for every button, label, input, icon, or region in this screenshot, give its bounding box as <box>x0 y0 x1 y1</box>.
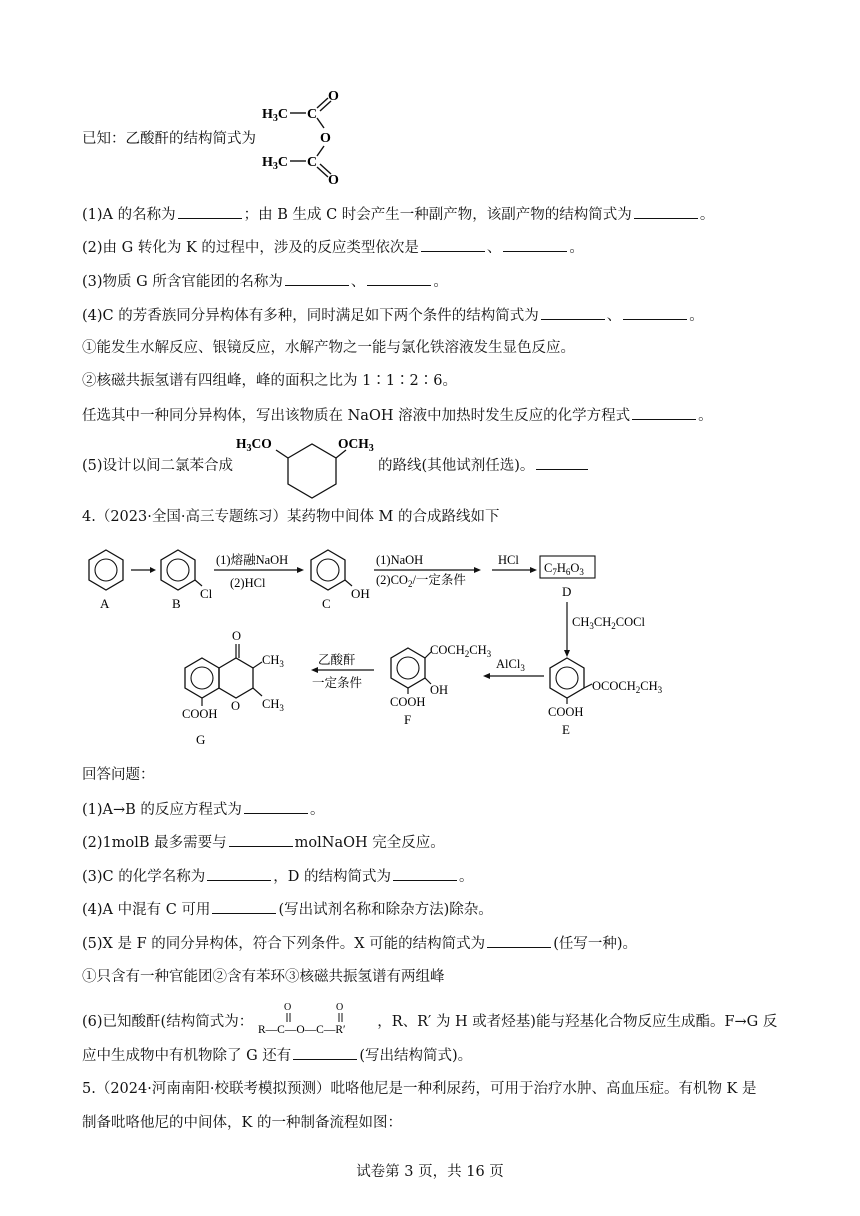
svg-text:OCOCH2CH3: $OCOCH_2CH_3$ <box>592 679 663 695</box>
answer-blank[interactable] <box>421 237 485 252</box>
acetic-anhydride-structure <box>262 88 352 186</box>
svg-text:AlCl3: AlCl$_3$ <box>496 657 525 673</box>
q4-part6-line1: (6)已知酸酐(结构简式为： ，R、R′ 为 H 或者烃基)能与羟基化合物反应生成酯。F→G 反 <box>82 1014 778 1030</box>
svg-text:C: C <box>307 107 318 122</box>
svg-text:G: G <box>196 732 206 747</box>
q3-part5: (5)设计以间二氯苯合成 的路线(其他试剂任选)。 <box>82 455 590 476</box>
svg-text:Cl: Cl <box>200 586 213 601</box>
h3c-bottom: $H_3C$ <box>262 155 289 172</box>
answer-prompt: 回答问题： <box>82 767 155 783</box>
dimethoxy-cyclohexane-structure <box>236 432 386 500</box>
answer-blank[interactable] <box>229 832 293 847</box>
svg-text:乙酸酐: 乙酸酐 <box>318 653 356 667</box>
answer-blank[interactable] <box>632 405 696 420</box>
svg-text:COOH: COOH <box>548 705 584 719</box>
svg-text:(2)HCl: (2)HCl <box>230 576 266 590</box>
svg-text:COCH2CH3: $COCH_2CH_3$ <box>430 643 492 659</box>
q3-part4-extra: 任选其中一种同分异构体，写出该物质在 NaOH 溶液中加热时发生反应的化学方程式 。 <box>82 405 713 426</box>
compound-b <box>161 550 213 611</box>
h3co-label: $H_3CO$ <box>236 436 272 454</box>
svg-text:(1)NaOH: (1)NaOH <box>376 553 424 567</box>
compound-g <box>182 629 284 747</box>
q3-condition-1: ①能发生水解反应、银镜反应，水解产物之一能与氯化铁溶液发生显色反应。 <box>82 340 575 356</box>
svg-text:OH: OH <box>351 586 370 601</box>
q3-part4: (4)C 的芳香族同分异构体有多种，同时满足如下两个条件的结构简式为 、 。 <box>82 305 704 326</box>
answer-blank[interactable] <box>623 305 687 320</box>
q4-part4: (4)A 中混有 C 可用 (写出试剂名称和除杂方法)除杂。 <box>82 899 493 920</box>
q4-part2: (2)1molB 最多需要与 molNaOH 完全反应。 <box>82 832 445 853</box>
answer-blank[interactable] <box>293 1045 357 1060</box>
answer-blank[interactable] <box>212 899 276 914</box>
svg-text:HCl: HCl <box>498 553 519 567</box>
svg-text:CH3CH2COCl: $CH_3CH_2COCl$ <box>572 615 645 631</box>
compound-f <box>390 643 492 727</box>
svg-text:OH: OH <box>430 683 449 697</box>
anhydride-general-structure <box>256 1000 382 1040</box>
answer-blank[interactable] <box>487 933 551 948</box>
anhydride-formula: R—C—O—C—R′ <box>258 1024 346 1036</box>
svg-text:COOH: COOH <box>182 707 218 721</box>
q4-synthesis-scheme <box>78 540 698 750</box>
q5-line2: 制备吡咯他尼的中间体，K 的一种制备流程如图： <box>82 1115 402 1131</box>
q3-part1: (1)A 的名称为 ；由 B 生成 C 时会产生一种副产物，该副产物的结构简式为 。 <box>82 204 714 225</box>
svg-text:A: A <box>100 596 110 611</box>
svg-text:C7H6O3: $C_7H_6O_3$ <box>544 561 584 577</box>
svg-text:O: O <box>328 89 339 104</box>
q4-part6-line2: 应中生成物中有机物除了 G 还有 (写出结构简式)。 <box>82 1045 472 1066</box>
q3-part2: (2)由 G 转化为 K 的过程中，涉及的反应类型依次是 、 。 <box>82 237 584 258</box>
known-anhydride-line <box>82 129 256 149</box>
q4-title: 4.（2023·全国·高三专题练习）某药物中间体 M 的合成路线如下 <box>82 509 500 525</box>
svg-text:CH3: $CH_3$ <box>262 653 284 669</box>
answer-blank[interactable] <box>503 237 567 252</box>
svg-text:O: O <box>232 629 242 643</box>
compound-c <box>311 550 370 611</box>
known-text: 已知：乙酸酐的结构简式为 <box>82 131 256 147</box>
answer-blank[interactable] <box>541 305 605 320</box>
q4-part5-conditions: ①只含有一种官能团②含有苯环③核磁共振氢谱有两组峰 <box>82 969 445 985</box>
svg-text:O: O <box>320 131 331 146</box>
q5-line1: 5.（2024·河南南阳·校联考模拟预测）吡咯他尼是一种利尿药，可用于治疗水肿、高血压症。有机物 K 是 <box>82 1081 757 1097</box>
compound-d-box <box>540 556 595 599</box>
svg-text:F: F <box>404 712 412 727</box>
q4-part3: (3)C 的化学名称为 ，D 的结构简式为 。 <box>82 866 473 887</box>
compound-e <box>548 658 663 737</box>
svg-text:C: C <box>322 596 331 611</box>
svg-text:(1)熔融NaOH: (1)熔融NaOH <box>216 553 289 567</box>
answer-blank[interactable] <box>393 866 457 881</box>
svg-text:一定条件: 一定条件 <box>312 676 363 690</box>
svg-text:E: E <box>562 722 570 737</box>
q3-part3: (3)物质 G 所含官能团的名称为 、 。 <box>82 271 448 292</box>
svg-text:D: D <box>562 584 572 599</box>
svg-text:CH3: $CH_3$ <box>262 697 284 713</box>
answer-blank[interactable] <box>207 866 271 881</box>
compound-a <box>89 550 123 611</box>
svg-text:(2)CO2/一定条件: $(2)CO_2/$一定条件 <box>376 573 466 589</box>
page-footer: 试卷第 3 页，共 16 页 <box>356 1164 504 1180</box>
svg-text:O: O <box>336 1002 344 1013</box>
svg-text:C: C <box>307 155 318 170</box>
svg-text:B: B <box>172 596 181 611</box>
h3c-top: $H_3C$ <box>262 107 289 124</box>
svg-text:O: O <box>284 1002 292 1013</box>
answer-blank[interactable] <box>178 204 242 219</box>
svg-text:O: O <box>231 699 241 713</box>
answer-blank[interactable] <box>367 271 431 286</box>
svg-text:O: O <box>328 173 339 186</box>
q3-condition-2: ②核磁共振氢谱有四组峰，峰的面积之比为 1∶1∶2∶6。 <box>82 373 458 389</box>
svg-text:COOH: COOH <box>390 695 426 709</box>
answer-blank[interactable] <box>285 271 349 286</box>
answer-blank[interactable] <box>536 455 588 470</box>
answer-blank[interactable] <box>634 204 698 219</box>
answer-blank[interactable] <box>244 799 308 814</box>
q4-part1: (1)A→B 的反应方程式为 。 <box>82 799 324 820</box>
och3-label: $OCH_3$ <box>338 436 374 454</box>
q4-part5: (5)X 是 F 的同分异构体，符合下列条件。X 可能的结构简式为 (任写一种)。 <box>82 933 637 954</box>
